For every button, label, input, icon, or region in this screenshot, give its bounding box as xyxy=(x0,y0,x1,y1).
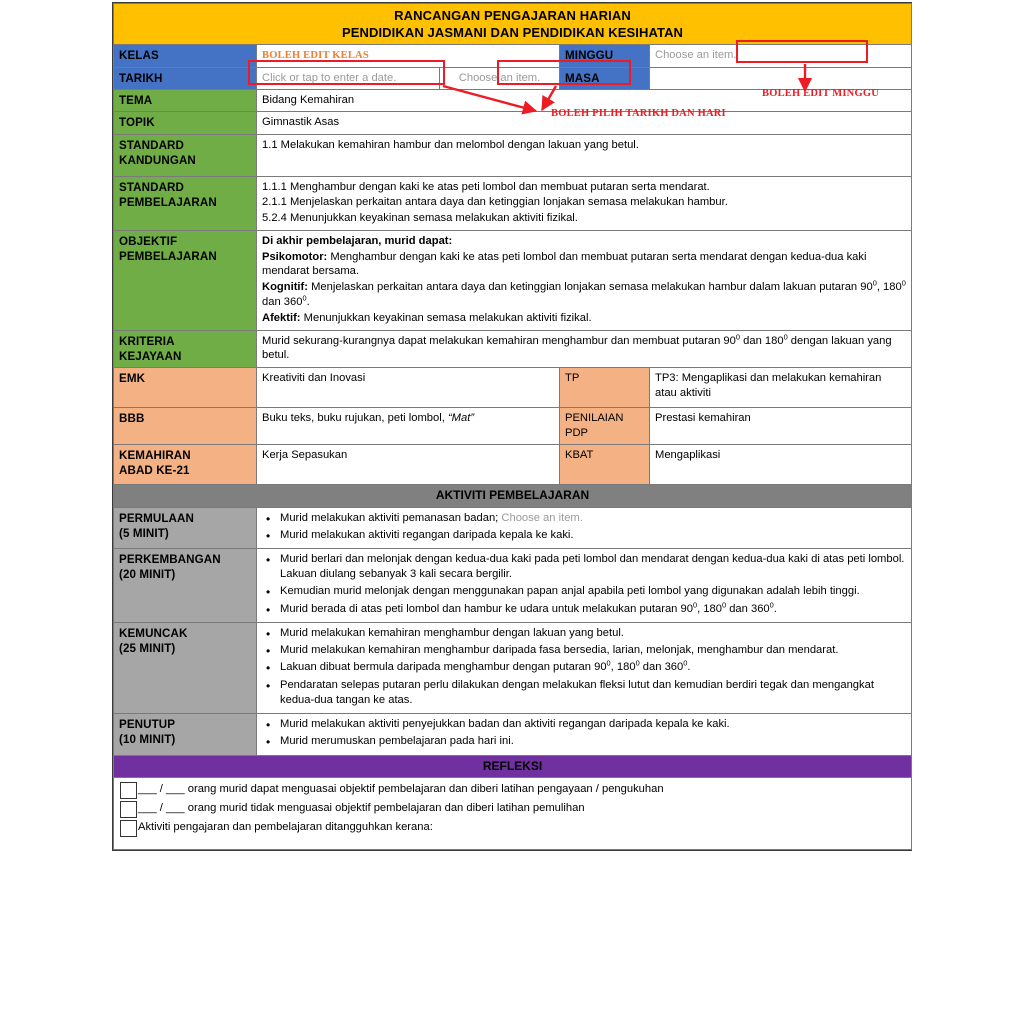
topik-label: TOPIK xyxy=(114,112,257,134)
kbat-label: KBAT xyxy=(560,444,650,484)
ka-label-line-1: KEMAHIRAN xyxy=(119,448,191,462)
list-item: • Murid melakukan kemahiran menghambur daripada fasa bersedia, larian, melonjak, menghambur dan mendarat. xyxy=(278,643,906,658)
deg-3: 0 xyxy=(302,293,307,303)
annotation-label-minggu: BOLEH EDIT MINGGU xyxy=(762,88,879,99)
kriteria-value xyxy=(257,330,912,368)
sp-label-line-2: PEMBELAJARAN xyxy=(119,195,217,209)
hari-value-cell[interactable] xyxy=(440,67,560,89)
bbb-row xyxy=(114,408,912,445)
minggu-value-cell[interactable] xyxy=(650,45,912,67)
title-line-2: PENDIDIKAN JASMANI DAN PENDIDIKAN KESIHATAN xyxy=(341,25,684,41)
kemuncak-label-line-2: (25 MINIT) xyxy=(119,642,176,656)
refleksi-band: REFLEKSI xyxy=(114,755,912,778)
objektif-intro: Di akhir pembelajaran, murid dapat: xyxy=(262,234,453,247)
deg-6: 0 xyxy=(692,599,698,609)
document-title xyxy=(114,4,912,45)
tp-value: TP3: Mengaplikasi dan melakukan kemahiran atau aktiviti xyxy=(650,368,912,408)
penutup-label xyxy=(114,714,257,755)
objektif-row xyxy=(114,230,912,330)
list-item: • Murid melakukan aktiviti regangan daripada kepala ke kaki. xyxy=(278,528,906,543)
kemahiran-label xyxy=(114,444,257,484)
refleksi-content xyxy=(114,778,912,850)
bbb-mat: “Mat” xyxy=(447,412,475,425)
kemuncak-label-line-1: KEMUNCAK xyxy=(119,626,188,640)
title-row xyxy=(114,4,912,45)
standard-kandungan-value: 1.1 Melakukan kemahiran hambur dan melombol dengan lakuan yang betul. xyxy=(257,134,912,176)
kognitif-text-d: . xyxy=(306,295,310,308)
minggu-label: MINGGU xyxy=(560,45,650,67)
refleksi-band-row xyxy=(114,755,912,778)
perk-item3-c: dan 360 xyxy=(726,602,770,615)
perk-item3-a: Murid berada di atas peti lombol dan hambur ke udara untuk melakukan putaran 90 xyxy=(280,602,693,615)
deg-5: 0 xyxy=(783,331,788,341)
emk-row xyxy=(114,368,912,408)
refleksi-text-1: ___ / ___ orang murid dapat menguasai objektif pembelajaran dan diberi latihan pengayaan / pengukuhan xyxy=(138,783,664,796)
bbb-value xyxy=(257,408,560,445)
checkbox-icon[interactable] xyxy=(120,820,137,837)
perkembangan-row xyxy=(114,548,912,622)
deg-8: 0 xyxy=(769,599,774,609)
permulaan-label xyxy=(114,507,257,548)
standard-kandungan-label xyxy=(114,134,257,176)
penutup-value xyxy=(257,714,912,755)
permulaan-row xyxy=(114,507,912,548)
perk-item3-d: . xyxy=(773,602,777,615)
objektif-afektif xyxy=(262,311,906,326)
kognitif-text-b: , 180 xyxy=(876,281,902,294)
permulaan-dropdown[interactable]: Choose an item. xyxy=(501,511,583,524)
sp-item-3: 5.2.4 Menunjukkan keyakinan semasa melakukan aktiviti fizikal. xyxy=(262,212,578,225)
standard-pembelajaran-label xyxy=(114,176,257,230)
kemuncak-list xyxy=(262,626,906,708)
permulaan-list xyxy=(262,511,906,543)
sk-label-line-1: STANDARD xyxy=(119,138,184,152)
penutup-label-line-2: (10 MINIT) xyxy=(119,733,176,747)
kem-item3-b: , 180 xyxy=(610,661,636,674)
list-item xyxy=(278,511,906,526)
permulaan-label-line-1: PERMULAAN xyxy=(119,511,194,525)
rph-table xyxy=(113,3,912,850)
tarikh-value-cell[interactable] xyxy=(257,67,440,89)
title-line-1: RANCANGAN PENGAJARAN HARIAN xyxy=(394,8,631,23)
obj-label-line-1: OBJEKTIF xyxy=(119,234,178,248)
tema-value: Bidang Kemahiran xyxy=(257,89,912,111)
objektif-label xyxy=(114,230,257,330)
list-item: • Murid melakukan kemahiran menghambur dengan lakuan yang betul. xyxy=(278,626,906,641)
sp-item-1: 1.1.1 Menghambur dengan kaki ke atas peti lombol dan membuat putaran serta mendarat. xyxy=(262,180,710,193)
penutup-label-line-1: PENUTUP xyxy=(119,718,176,732)
rph-document xyxy=(112,2,912,851)
bbb-label: BBB xyxy=(114,408,257,445)
kognitif-text-a: Menjelaskan perkaitan antara daya dan ketinggian lonjakan semasa melakukan hambur dalam lakuan putaran 90 xyxy=(307,281,873,294)
checkbox-icon[interactable] xyxy=(120,801,137,818)
tarikh-masa-row xyxy=(114,67,912,89)
bbb-text: Buku teks, buku rujukan, peti lombol, xyxy=(262,412,448,425)
kbat-value: Mengaplikasi xyxy=(650,444,912,484)
penilaian-label: PENILAIAN PDP xyxy=(560,408,650,445)
permulaan-value xyxy=(257,507,912,548)
sp-item-2: 2.1.1 Menjelaskan perkaitan antara daya dan ketinggian lonjakan semasa melakukan hambur. xyxy=(262,196,728,209)
deg-1: 0 xyxy=(872,278,877,288)
tema-label: TEMA xyxy=(114,89,257,111)
afektif-label: Afektif: xyxy=(262,311,301,324)
deg-7: 0 xyxy=(721,599,727,609)
ka-label-line-2: ABAD KE-21 xyxy=(119,463,190,477)
refleksi-row-1 xyxy=(118,781,907,800)
perkembangan-value xyxy=(257,548,912,622)
permulaan-item-1-text: Murid melakukan aktiviti pemanasan badan; xyxy=(280,511,502,524)
perkembangan-label xyxy=(114,548,257,622)
perkembangan-label-line-1: PERKEMBANGAN xyxy=(119,552,221,566)
kk-text-b: dan 180 xyxy=(740,334,784,347)
perk-item3-b: , 180 xyxy=(697,602,722,615)
kemuncak-value xyxy=(257,622,912,713)
list-item xyxy=(278,660,906,675)
kem-item3-c: dan 360 xyxy=(639,661,684,674)
annotation-label-tarikh: BOLEH PILIH TARIKH DAN HARI xyxy=(551,108,726,119)
standard-kandungan-row xyxy=(114,134,912,176)
penilaian-value: Prestasi kemahiran xyxy=(650,408,912,445)
refleksi-text-2: ___ / ___ orang murid tidak menguasai objektif pembelajaran dan diberi latihan pemulihan xyxy=(138,802,585,815)
kelas-value-cell[interactable] xyxy=(257,45,560,67)
sk-label-line-2: KANDUNGAN xyxy=(119,153,196,167)
objektif-psikomotor xyxy=(262,250,906,280)
standard-pembelajaran-row xyxy=(114,176,912,230)
topik-value: Gimnastik Asas xyxy=(257,112,912,134)
deg-9: 0 xyxy=(606,658,611,668)
refleksi-text-3: Aktiviti pengajaran dan pembelajaran ditangguhkan kerana: xyxy=(138,821,433,834)
afektif-text: Menunjukkan keyakinan semasa melakukan aktiviti fizikal. xyxy=(300,311,592,324)
list-item: • Kemudian murid melonjak dengan menggunakan papan anjal apabila peti lombol yang digunakan adalah lebih tinggi. xyxy=(278,584,906,599)
permulaan-label-line-2: (5 MINIT) xyxy=(119,526,169,540)
kemahiran-value: Kerja Sepasukan xyxy=(257,444,560,484)
tarikh-label: TARIKH xyxy=(114,67,257,89)
checkbox-icon[interactable] xyxy=(120,782,137,799)
tp-label: TP xyxy=(560,368,650,408)
list-item: • Pendaratan selepas putaran perlu dilakukan dengan melakukan fleksi lutut dan kemudian berdiri tegak dan mengangkat kedua-dua tangan ke atas. xyxy=(278,678,906,708)
masa-value-cell[interactable] xyxy=(650,67,912,89)
hari-dropdown[interactable]: Choose an item. xyxy=(458,71,541,84)
masa-label: MASA xyxy=(560,67,650,89)
aktiviti-band: AKTIVITI PEMBELAJARAN xyxy=(114,484,912,507)
kemuncak-label xyxy=(114,622,257,713)
emk-label: EMK xyxy=(114,368,257,408)
list-item: • Murid melakukan aktiviti penyejukkan badan dan aktiviti regangan daripada kepala ke kaki. xyxy=(278,717,906,732)
kem-item3-a: Lakuan dibuat bermula daripada menghambur dengan putaran 90 xyxy=(280,661,607,674)
psikomotor-label: Psikomotor: xyxy=(262,250,328,263)
minggu-placeholder[interactable]: Choose an item. xyxy=(655,49,737,62)
aktiviti-band-row xyxy=(114,484,912,507)
standard-pembelajaran-value xyxy=(257,176,912,230)
kk-text-c: dengan lakuan yang betul. xyxy=(262,334,892,362)
obj-label-line-2: PEMBELAJARAN xyxy=(119,250,217,264)
objektif-value xyxy=(257,230,912,330)
deg-10: 0 xyxy=(635,658,640,668)
refleksi-row-3 xyxy=(118,819,907,838)
refleksi-content-row xyxy=(114,778,912,850)
list-item: • Murid merumuskan pembelajaran pada hari ini. xyxy=(278,734,906,749)
refleksi-row-2 xyxy=(118,800,907,819)
list-item xyxy=(278,599,906,617)
sp-label-line-1: STANDARD xyxy=(119,180,184,194)
perkembangan-label-line-2: (20 MINIT) xyxy=(119,568,176,582)
list-item: • Murid berlari dan melonjak dengan kedua-dua kaki pada peti lombol dan mendarat dengan kedua-dua kaki di atas peti lombol. Lakuan diulang sebanyak 3 kali secara bergilir. xyxy=(278,552,906,582)
emk-value: Kreativiti dan Inovasi xyxy=(257,368,560,408)
kk-text-a: Murid sekurang-kurangnya dapat melakukan kemahiran menghambur dan membuat putaran 90 xyxy=(262,334,736,347)
penutup-list xyxy=(262,717,906,749)
kemahiran-row xyxy=(114,444,912,484)
penutup-row xyxy=(114,714,912,755)
objektif-kognitif xyxy=(262,280,906,310)
kk-label-line-1: KRITERIA xyxy=(119,334,175,348)
psikomotor-text: Menghambur dengan kaki ke atas peti lombol dan membuat putaran serta mendarat dengan kedua-dua kaki mendarat bersama. xyxy=(262,250,867,278)
deg-2: 0 xyxy=(901,278,906,288)
kriteria-row xyxy=(114,330,912,368)
kognitif-label: Kognitif: xyxy=(262,281,308,294)
kelas-minggu-row xyxy=(114,45,912,67)
perkembangan-list xyxy=(262,552,906,617)
kognitif-text-c: dan 360 xyxy=(262,295,303,308)
topik-row xyxy=(114,112,912,134)
kelas-label: KELAS xyxy=(114,45,257,67)
kemuncak-row xyxy=(114,622,912,713)
kk-label-line-2: KEJAYAAN xyxy=(119,349,182,363)
deg-4: 0 xyxy=(735,331,741,341)
kem-item3-d: . xyxy=(687,661,691,674)
kelas-edit-note: BOLEH EDIT KELAS xyxy=(262,50,369,62)
tarikh-date-picker[interactable]: Click or tap to enter a date. xyxy=(262,71,397,84)
deg-11: 0 xyxy=(683,658,688,668)
kriteria-label xyxy=(114,330,257,368)
